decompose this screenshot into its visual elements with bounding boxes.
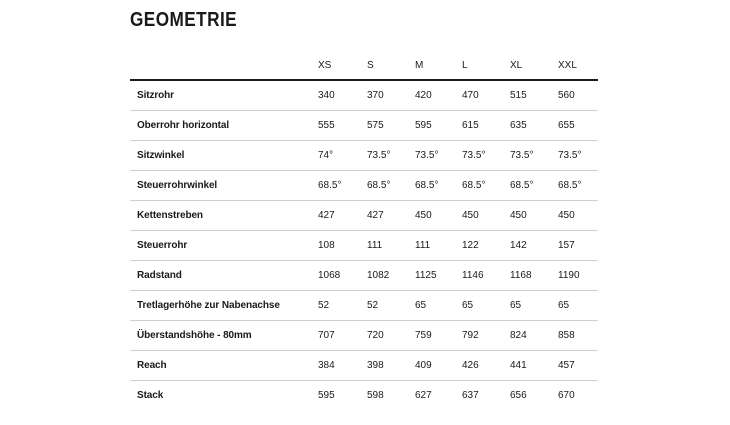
cell-value: 73.5° [558, 141, 598, 171]
cell-value: 370 [367, 80, 415, 111]
cell-value: 68.5° [462, 171, 510, 201]
cell-value: 670 [558, 390, 575, 401]
cell-value: 73.5° [367, 141, 415, 171]
cell-value: 68.5° [367, 171, 415, 201]
cell-value: 1125 [415, 261, 462, 291]
cell-value: 450 [558, 201, 598, 231]
cell-value: 441 [510, 351, 558, 381]
table-row [130, 231, 598, 261]
cell-value: 1190 [558, 261, 598, 291]
cell-value: 111 [367, 231, 415, 261]
table-row [130, 261, 598, 291]
header-label-column [130, 52, 318, 80]
table-row [130, 291, 598, 321]
cell-value: 73.5° [462, 141, 510, 171]
row-label: Oberrohr horizontal [130, 111, 318, 141]
table-row [130, 80, 598, 111]
cell-value: 792 [462, 321, 510, 351]
row-label: Steuerrohr [130, 231, 318, 261]
header-row [130, 52, 598, 80]
row-label: Steuerrohrwinkel [130, 171, 318, 201]
cell-value: 515 [510, 80, 558, 111]
cell-value: 595 [318, 390, 335, 401]
cell-value: 68.5° [558, 171, 598, 201]
cell-value: 615 [462, 111, 510, 141]
cell-value: 340 [318, 80, 367, 111]
cell-value: 65 [510, 291, 558, 321]
page-title: GEOMETRIE [130, 9, 238, 31]
row-label: Kettenstreben [130, 201, 318, 231]
cell-value: 68.5° [510, 171, 558, 201]
geometry-table [130, 52, 598, 410]
cell-value: 398 [367, 351, 415, 381]
cell-value: 65 [558, 291, 598, 321]
cell-value: 108 [318, 231, 367, 261]
cell-value: 656 [510, 390, 527, 401]
header-size-l: L [462, 52, 510, 80]
cell-value: 427 [318, 201, 367, 231]
cell-value: 73.5° [415, 141, 462, 171]
table-row [130, 111, 598, 141]
cell-value: 555 [318, 111, 367, 141]
cell-value: 655 [558, 111, 598, 141]
cell-value: 65 [462, 291, 510, 321]
table-row [130, 381, 598, 411]
row-label: Sitzrohr [130, 80, 318, 111]
cell-value: 65 [415, 291, 462, 321]
cell-value: 426 [462, 351, 510, 381]
row-label: Radstand [130, 261, 318, 291]
cell-value: 720 [367, 321, 415, 351]
cell-value: 759 [415, 321, 462, 351]
cell-value: 1082 [367, 261, 415, 291]
cell-value: 635 [510, 111, 558, 141]
cell-value: 470 [462, 80, 510, 111]
cell-value: 52 [318, 291, 367, 321]
cell-value: 74° [318, 141, 367, 171]
cell-value: 384 [318, 351, 367, 381]
table-row [130, 141, 598, 171]
header-size-m: M [415, 52, 462, 80]
header-size-xl: XL [510, 52, 558, 80]
cell-value: 637 [462, 390, 479, 401]
header-size-s: S [367, 52, 415, 80]
row-label: Überstandshöhe - 80mm [130, 321, 318, 351]
cell-value: 457 [558, 351, 598, 381]
table-row [130, 171, 598, 201]
cell-value: 1068 [318, 261, 367, 291]
cell-value: 68.5° [318, 171, 367, 201]
cell-value: 1168 [510, 261, 558, 291]
row-label: Tretlagerhöhe zur Nabenachse [130, 291, 318, 321]
row-label: Stack [137, 390, 164, 401]
table-row [130, 201, 598, 231]
cell-value: 824 [510, 321, 558, 351]
header-size-xxl: XXL [558, 52, 598, 80]
cell-value: 598 [367, 390, 384, 401]
cell-value: 52 [367, 291, 415, 321]
cell-value: 68.5° [415, 171, 462, 201]
cell-value: 73.5° [510, 141, 558, 171]
cell-value: 122 [462, 231, 510, 261]
cell-value: 111 [415, 231, 462, 261]
cell-value: 575 [367, 111, 415, 141]
cell-value: 560 [558, 80, 598, 111]
cell-value: 450 [462, 201, 510, 231]
cell-value: 450 [415, 201, 462, 231]
cell-value: 858 [558, 321, 598, 351]
cell-value: 142 [510, 231, 558, 261]
cell-value: 450 [510, 201, 558, 231]
table-row [130, 321, 598, 351]
cell-value: 707 [318, 321, 367, 351]
cell-value: 427 [367, 201, 415, 231]
table-row [130, 351, 598, 381]
cell-value: 409 [415, 351, 462, 381]
cell-value: 627 [415, 390, 432, 401]
cell-value: 420 [415, 80, 462, 111]
header-size-xs: XS [318, 52, 367, 80]
row-label: Reach [130, 351, 318, 381]
cell-value: 595 [415, 111, 462, 141]
cell-value: 1146 [462, 261, 510, 291]
row-label: Sitzwinkel [130, 141, 318, 171]
cell-value: 157 [558, 231, 598, 261]
